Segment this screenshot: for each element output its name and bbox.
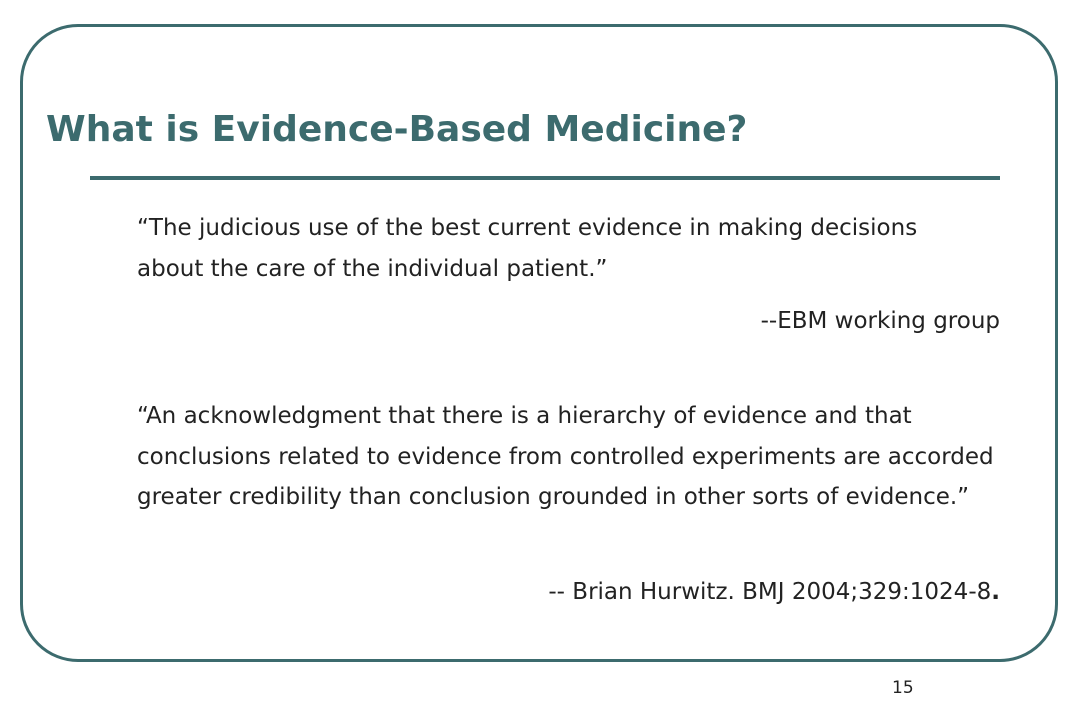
attribution-hurwitz-text: -- Brian Hurwitz. BMJ 2004;329:1024-8	[548, 579, 992, 605]
quote-hierarchy-of-evidence: “An acknowledgment that there is a hierarchy of evidence and that conclusions related to evidence from controlled experiments are accorded greater credibility than conclusion grounded in other sorts of evidence.”	[137, 403, 994, 510]
attribution-hurwitz-period: .	[991, 579, 1000, 605]
slide-title: What is Evidence-Based Medicine?	[46, 109, 748, 150]
page-number: 15	[892, 678, 914, 698]
title-underline	[90, 176, 1000, 180]
attribution-hurwitz	[548, 575, 1000, 609]
attribution-ebm-working-group: --EBM working group	[760, 308, 1000, 334]
quote-ebm-definition: “The judicious use of the best current evidence in making decisions about the care of the individual patient.”	[137, 215, 918, 282]
